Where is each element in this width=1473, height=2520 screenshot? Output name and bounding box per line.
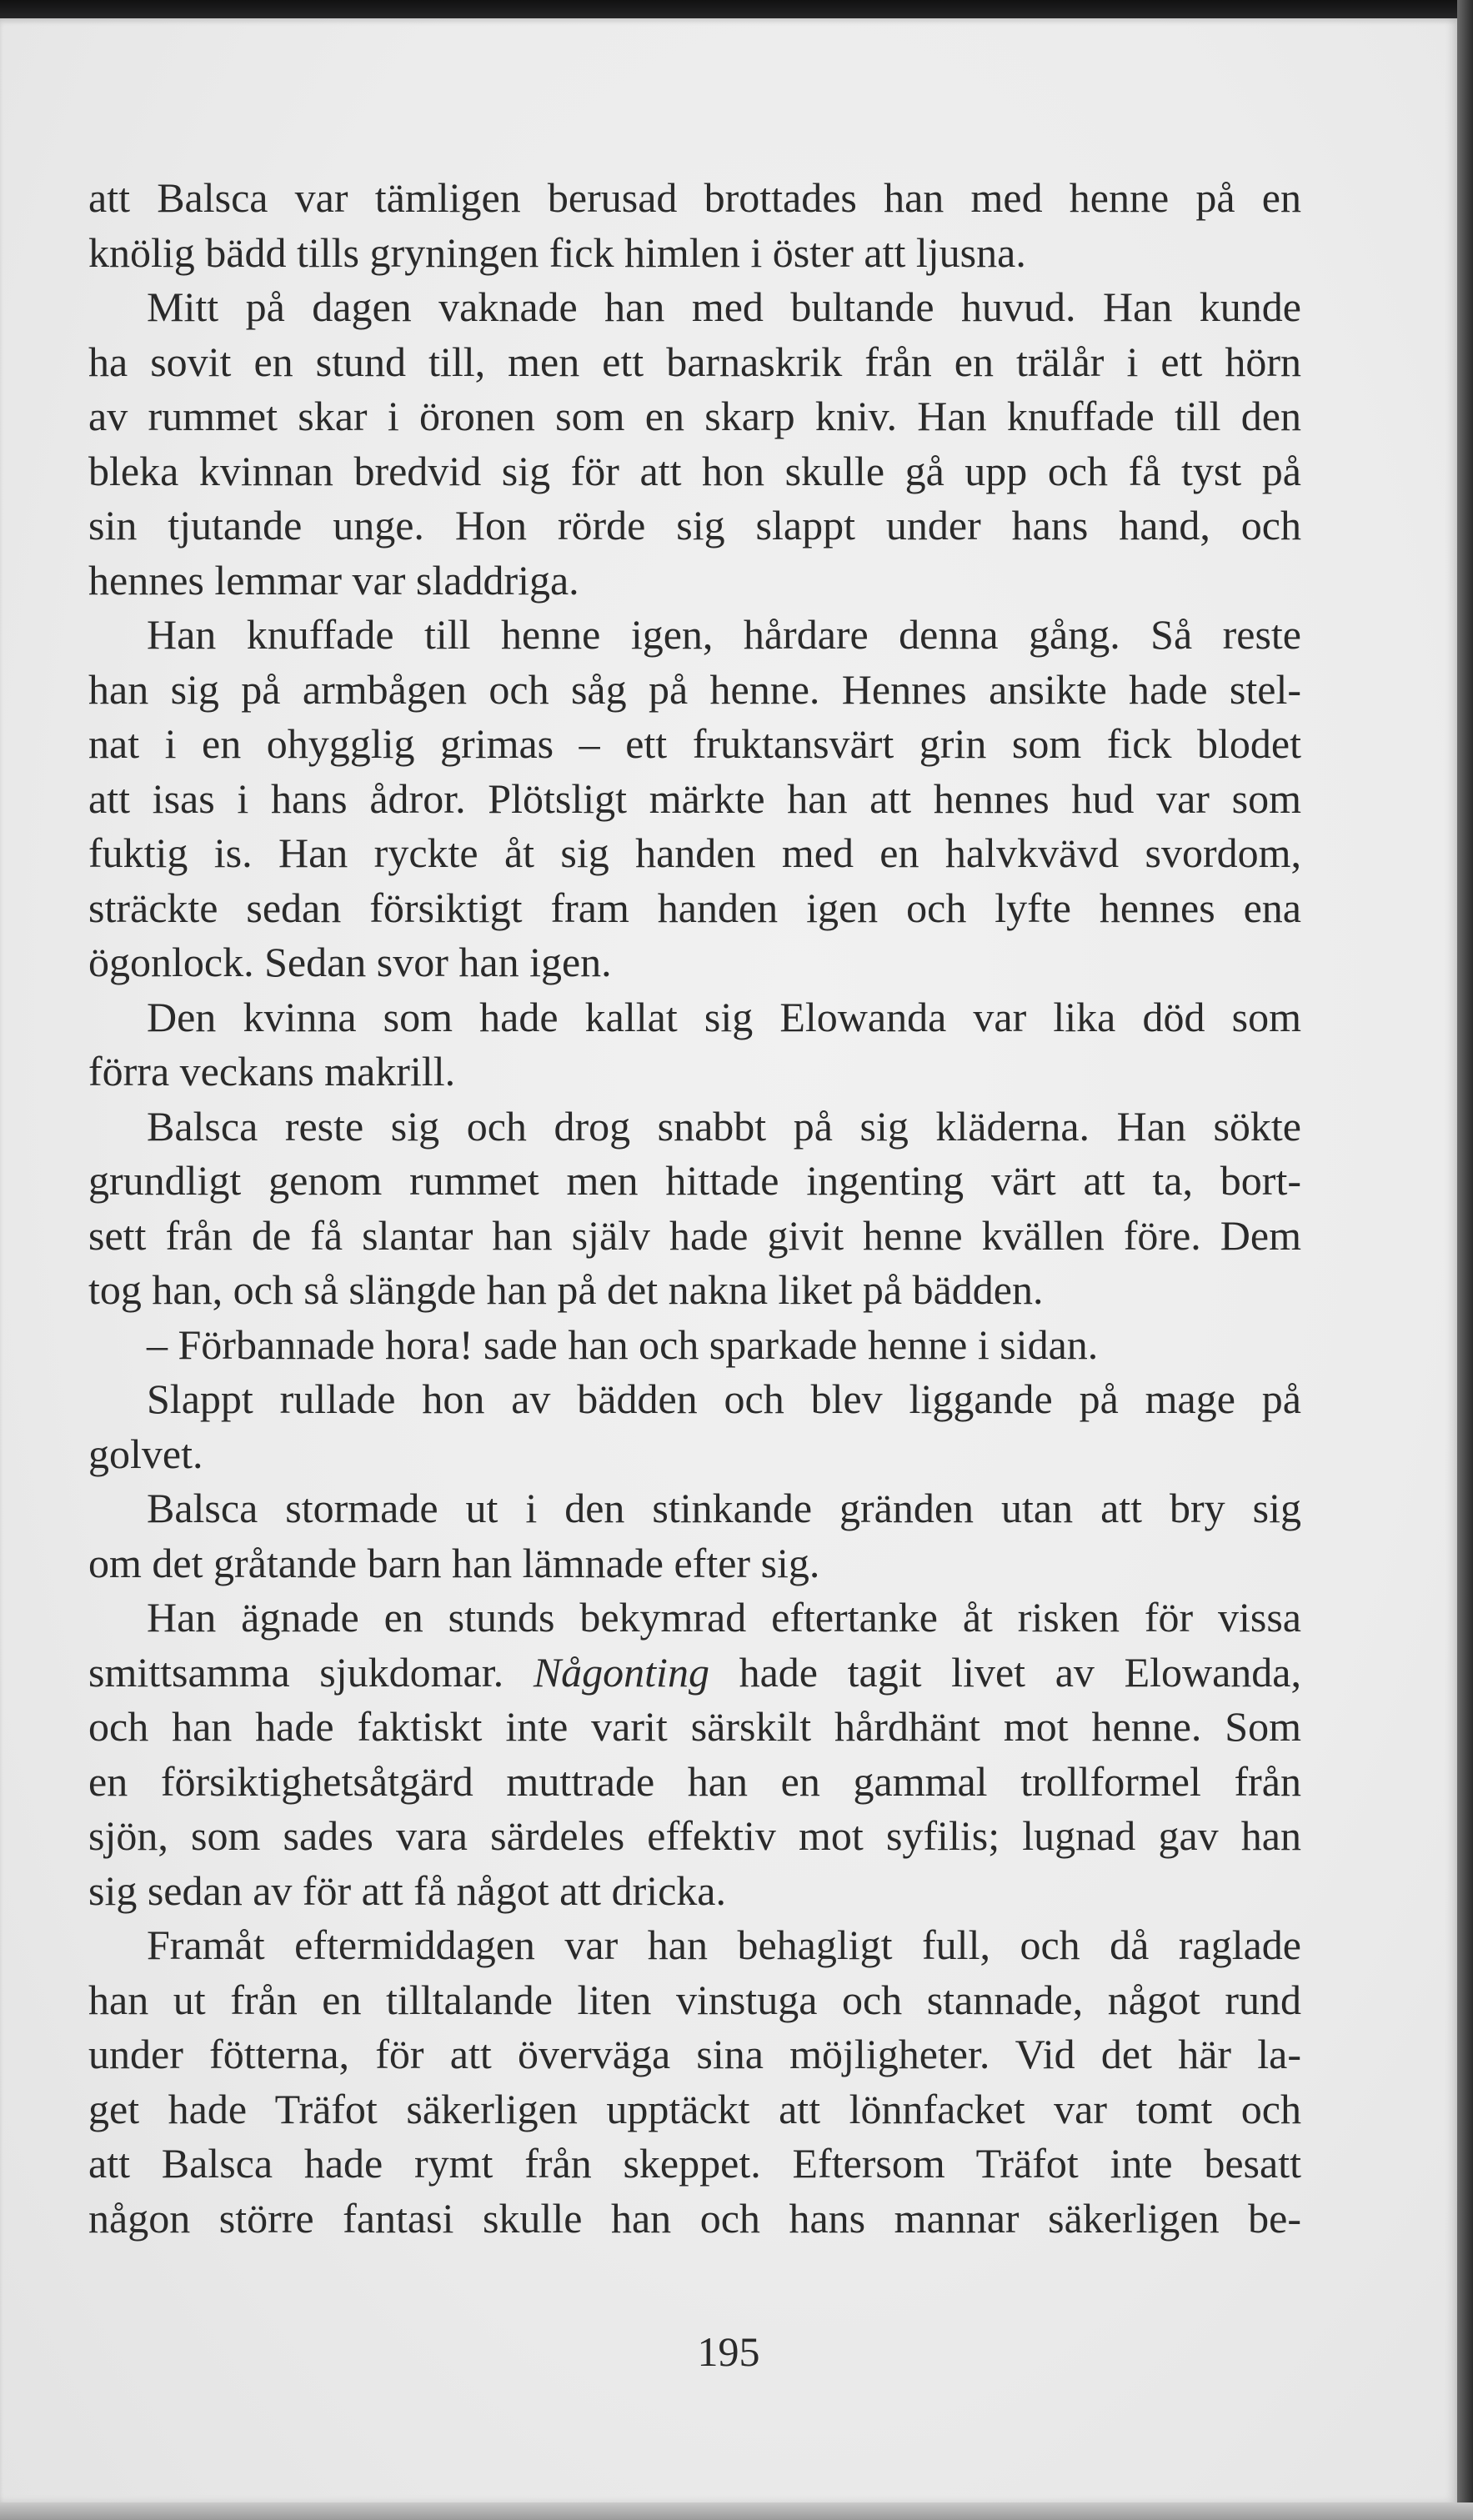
text-line — [88, 2192, 1301, 2247]
text-line — [88, 226, 1301, 281]
line-text: under fötterna, för att överväga sina möjligheter. Vid det här la- — [88, 2031, 1301, 2077]
line-text: Mitt på dagen vaknade han med bultande huvud. Han kunde — [147, 283, 1301, 330]
line-text: get hade Träfot säkerligen upptäckt att lönnfacket var tomt och — [88, 2085, 1301, 2132]
text-line — [88, 1536, 1301, 1591]
text-line — [88, 335, 1301, 390]
line-text-continued: hade tagit livet av Elowanda, — [709, 1648, 1301, 1696]
line-text: av rummet skar i öronen som en skarp kniv. Han knuffade till den — [88, 393, 1301, 439]
line-text: Balsca stormade ut i den stinkande gränden utan att bry sig — [147, 1485, 1301, 1531]
line-text: Slappt rullade hon av bädden och blev liggande på mage på — [147, 1375, 1301, 1422]
text-line — [88, 2027, 1301, 2082]
text-line — [88, 717, 1301, 772]
text-line — [88, 1481, 1301, 1536]
line-text: att Balsca var tämligen berusad brottades han med henne på en — [88, 174, 1301, 221]
text-line — [88, 990, 1301, 1045]
text-line — [88, 554, 1301, 609]
line-text: bleka kvinnan bredvid sig för att hon skulle gå upp och få tyst på — [88, 447, 1301, 494]
line-text: en försiktighetsåtgärd muttrade han en gammal trollformel från — [88, 1757, 1301, 1805]
text-line — [88, 444, 1301, 499]
text-line — [88, 171, 1301, 226]
text-line — [88, 1045, 1301, 1100]
line-text: han sig på armbågen och såg på henne. Hennes ansikte hade stel- — [88, 665, 1301, 713]
text-line — [88, 2082, 1301, 2137]
text-line — [88, 1864, 1301, 1919]
line-text: sett från de få slantar han själv hade givit henne kvällen före. Dem — [88, 1211, 1301, 1259]
text-line — [88, 1427, 1301, 1482]
body-text — [88, 171, 1301, 2246]
line-text: nat i en ohygglig grimas – ett fruktansvärt grin som fick blodet — [88, 720, 1301, 767]
line-text: om det gråtande barn han lämnade efter sig. — [88, 1539, 820, 1586]
line-text: och han hade faktiskt inte varit särskilt hårdhänt mot henne. Som — [88, 1703, 1301, 1750]
line-text: Han ägnade en stunds bekymrad eftertanke åt risken för vissa — [147, 1594, 1301, 1641]
text-line — [88, 2137, 1301, 2192]
line-text: – Förbannade hora! sade han och sparkade henne i sidan. — [147, 1320, 1099, 1368]
line-text: sig sedan av för att få något att dricka. — [88, 1866, 726, 1914]
text-line — [88, 1755, 1301, 1810]
line-text: sträckte sedan försiktigt fram handen igen och lyfte hennes ena — [88, 884, 1301, 931]
line-text: sjön, som sades vara särdeles effektiv mot syfilis; lugnad gav han — [88, 1812, 1301, 1859]
line-text: smittsamma sjukdomar. — [88, 1648, 534, 1696]
text-line — [88, 1700, 1301, 1755]
line-text: förra veckans makrill. — [88, 1048, 456, 1095]
text-line — [88, 608, 1301, 663]
line-text: att Balsca hade rymt från skeppet. Eftersom Träfot inte besatt — [88, 2140, 1301, 2187]
book-page — [0, 18, 1457, 2502]
text-line — [88, 1809, 1301, 1864]
italic-word: Någonting — [533, 1648, 709, 1696]
line-text: fuktig is. Han ryckte åt sig handen med en halvkvävd svordom, — [88, 829, 1301, 876]
line-text: golvet. — [88, 1430, 203, 1477]
line-text: Framåt eftermiddagen var han behagligt full, och då raglade — [147, 1921, 1301, 1968]
text-line — [88, 1372, 1301, 1427]
line-text: han ut från en tilltalande liten vinstuga och stannade, något rund — [88, 1976, 1301, 2023]
text-line — [88, 1209, 1301, 1264]
text-line — [88, 881, 1301, 936]
text-line — [88, 663, 1301, 718]
line-text: Han knuffade till henne igen, hårdare denna gång. Så reste — [147, 611, 1301, 658]
line-text: knölig bädd tills gryningen fick himlen i öster att ljusna. — [88, 228, 1026, 276]
line-text: ha sovit en stund till, men ett barnaskrik från en trälår i ett hörn — [88, 338, 1301, 385]
line-text: någon större fantasi skulle han och hans mannar säkerligen be- — [88, 2194, 1301, 2242]
line-text: att isas i hans ådror. Plötsligt märkte han att hennes hud var som — [88, 774, 1301, 822]
text-line — [88, 1100, 1301, 1155]
text-line — [88, 1918, 1301, 1973]
text-line — [88, 1263, 1301, 1318]
page-number: 195 — [697, 2328, 760, 2375]
text-line — [88, 498, 1301, 554]
line-text: grundligt genom rummet men hittade ingenting värt att ta, bort- — [88, 1157, 1301, 1204]
line-text: Balsca reste sig och drog snabbt på sig kläderna. Han sökte — [147, 1102, 1301, 1150]
line-text: Den kvinna som hade kallat sig Elowanda var lika död som — [147, 993, 1301, 1040]
text-line — [88, 1318, 1301, 1373]
text-line — [88, 772, 1301, 827]
text-line — [88, 1646, 1301, 1701]
text-line — [88, 1591, 1301, 1646]
text-line — [88, 389, 1301, 444]
book-right-edge — [1457, 0, 1473, 2520]
line-text: ögonlock. Sedan svor han igen. — [88, 939, 612, 985]
line-text: sin tjutande unge. Hon rörde sig slappt under hans hand, och — [88, 502, 1301, 549]
text-line — [88, 826, 1301, 881]
line-text: hennes lemmar var sladdriga. — [88, 556, 579, 604]
text-line — [88, 1973, 1301, 2028]
book-bottom-edge — [0, 2502, 1473, 2520]
line-text: tog han, och så slängde han på det nakna liket på bädden. — [88, 1266, 1044, 1313]
text-line — [88, 935, 1301, 990]
text-line — [88, 1154, 1301, 1209]
text-line — [88, 280, 1301, 335]
